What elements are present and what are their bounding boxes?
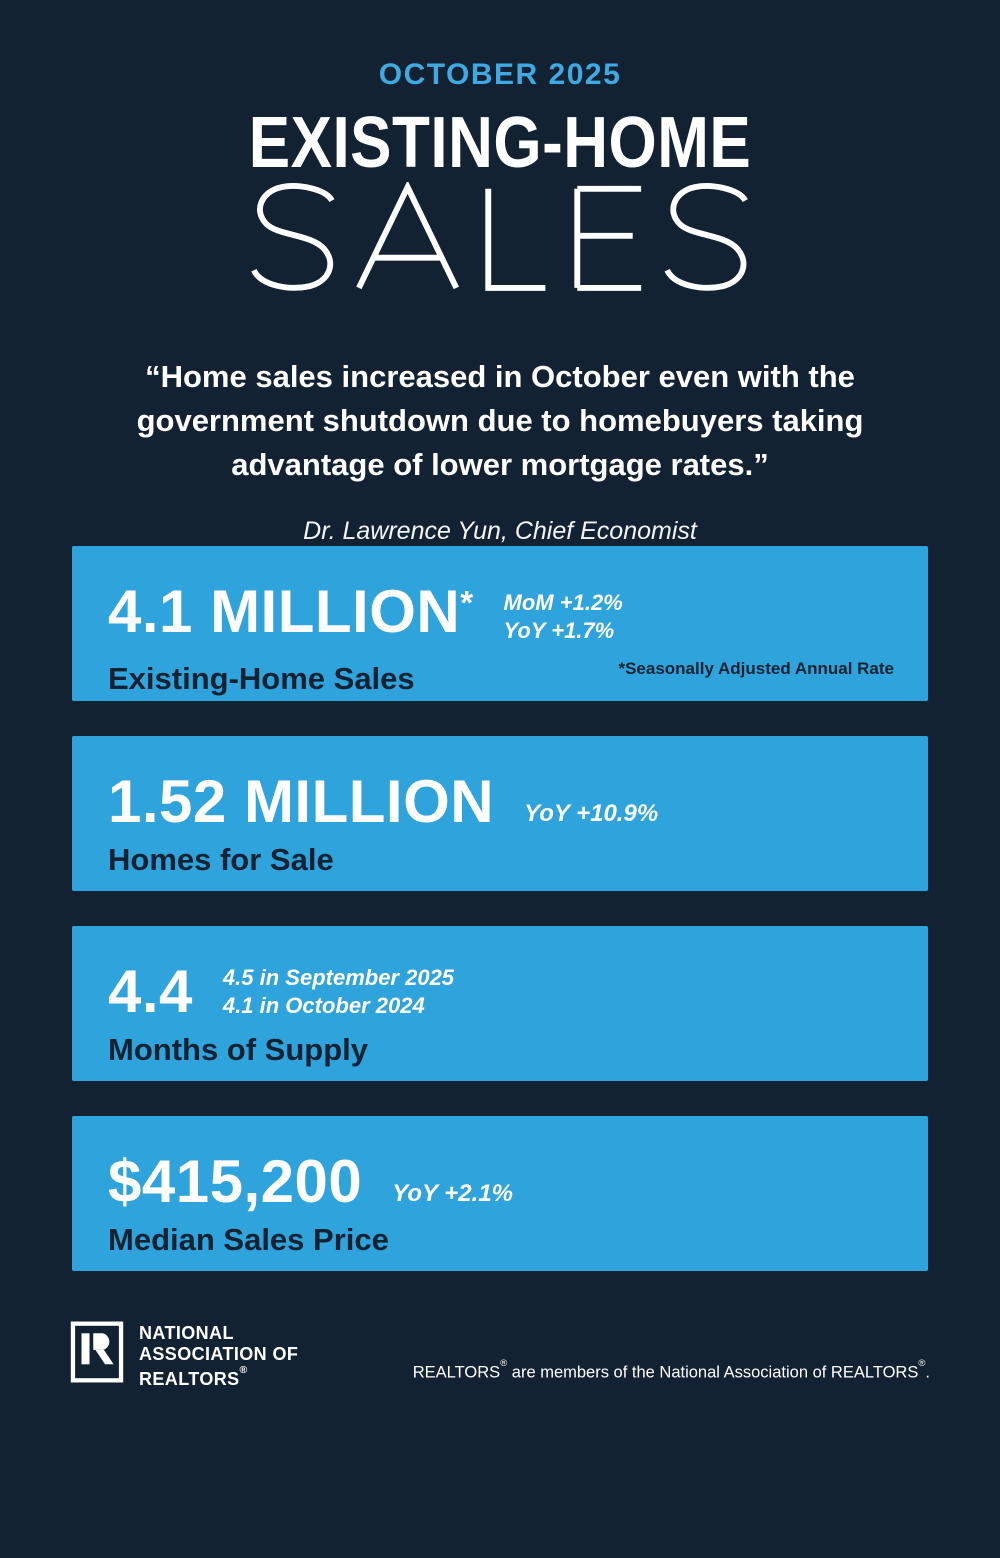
stat-deltas	[504, 589, 623, 645]
stat-label: Existing-Home Sales	[108, 661, 415, 696]
delta-yoy: YoY +10.9%	[524, 800, 659, 827]
registered-mark: ®	[239, 1365, 248, 1377]
stat-value: 4.4	[108, 958, 193, 1025]
sales-wordmark	[248, 182, 752, 293]
stat-value: $415,200	[108, 1148, 363, 1215]
org-name-line3: REALTORS®	[139, 1365, 248, 1389]
stat-label: Months of Supply	[108, 1032, 369, 1067]
stat-card-median-sales-price	[72, 1116, 928, 1271]
realtors-disclaimer: REALTORS® are members of the National Association of REALTORS®.	[412, 1358, 930, 1381]
report-month: OCTOBER 2025	[378, 58, 622, 91]
infographic-poster	[0, 58, 1000, 1558]
footer	[0, 1321, 1000, 1390]
org-name-line2: ASSOCIATION OF	[139, 1344, 299, 1364]
delta-prior-month: 4.5 in September 2025	[222, 965, 455, 990]
stat-card-existing-home-sales	[72, 546, 928, 701]
nar-logo-icon	[70, 1321, 124, 1383]
stat-value	[108, 578, 474, 651]
stat-card-homes-for-sale	[72, 736, 928, 891]
delta-mom: MoM +1.2%	[503, 589, 623, 615]
stat-value-number: 4.1 MILLION	[108, 578, 461, 645]
stat-label: Median Sales Price	[108, 1222, 389, 1257]
nar-branding	[70, 1321, 298, 1390]
stat-value: 1.52 MILLION	[108, 768, 495, 835]
delta-yoy: YoY +1.7%	[503, 617, 615, 643]
delta-prior-year: 4.1 in October 2024	[222, 993, 425, 1018]
report-title: EXISTING-HOME	[248, 103, 752, 184]
stat-value-asterisk: *	[460, 583, 474, 621]
seasonally-adjusted-footnote: *Seasonally Adjusted Annual Rate	[618, 659, 894, 678]
quote-attribution: Dr. Lawrence Yun, Chief Economist	[303, 517, 697, 545]
org-name	[139, 1321, 298, 1390]
stat-deltas	[392, 1181, 513, 1207]
stat-label: Homes for Sale	[108, 842, 334, 877]
stat-deltas	[524, 801, 658, 827]
economist-quote: “Home sales increased in October even with the government shutdown due to homebuyers taking advantage of lower mortgage rates.”	[136, 359, 864, 482]
stat-deltas	[223, 964, 454, 1020]
registered-mark: ®	[500, 1358, 508, 1370]
org-name-line1: NATIONAL	[139, 1323, 234, 1343]
registered-mark: ®	[918, 1358, 926, 1370]
stat-card-months-of-supply	[72, 926, 928, 1081]
delta-yoy: YoY +2.1%	[392, 1180, 514, 1207]
